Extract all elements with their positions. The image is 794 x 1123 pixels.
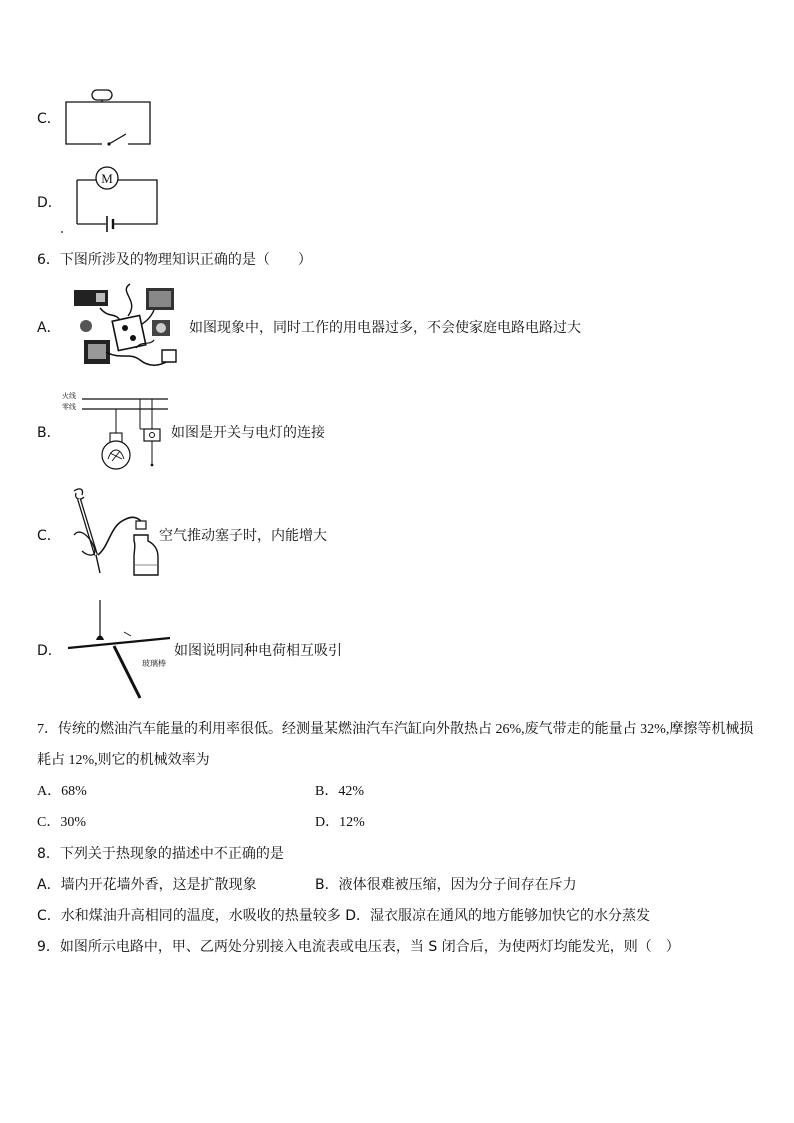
q5-option-c-circuit-diagram <box>60 86 156 150</box>
q7-option-b: B．42% <box>315 784 364 799</box>
q6-option-a-label: A． <box>37 320 61 336</box>
q7-option-a: A．68% <box>37 784 87 799</box>
q5-option-c-label: C． <box>37 111 61 127</box>
q6-option-c-label: C． <box>37 528 61 544</box>
q6-option-b-text: 如图是开关与电灯的连接 <box>171 425 325 441</box>
q6-option-b-label: B． <box>37 425 61 441</box>
q7-stem-line1: 7．传统的燃油汽车能量的利用率很低。经测量某燃油汽车汽缸向外散热占 26%,废气带走的能量占 32%,摩擦等机械损 <box>37 722 754 737</box>
fire-wire-label: 火线 <box>62 392 76 400</box>
glass-rod-label: 玻璃棒 <box>142 659 166 668</box>
q7-stem-line2: 耗占 12%,则它的机械效率为 <box>37 753 210 768</box>
switch-box <box>144 429 160 441</box>
q9-stem: 9．如图所示电路中，甲、乙两处分别接入电流表或电压表，当 S 闭合后，为使两灯均能发光，则（ ） <box>37 939 680 955</box>
q6-option-d-glass-rod-experiment <box>64 596 174 702</box>
q6-option-a-text: 如图现象中，同时工作的用电器过多，不会使家庭电路电路过大 <box>189 320 581 336</box>
q6-option-d-text: 如图说明同种电荷相互吸引 <box>174 643 342 659</box>
motor-symbol-letter: M <box>101 171 113 186</box>
q6-option-c-air-pump-bottle <box>70 485 160 581</box>
zero-wire-label: 零线 <box>62 403 76 411</box>
q6-option-b-switch-lamp-wiring <box>60 389 170 471</box>
q6-stem: 6．下图所涉及的物理知识正确的是（ ） <box>37 252 312 268</box>
q7-option-d: D．12% <box>315 815 365 830</box>
q8-option-b: B．液体很难被压缩，因为分子间存在斥力 <box>315 877 577 893</box>
q8-option-c-d: C．水和煤油升高相同的温度，水吸收的热量较多 D．湿衣服凉在通风的地方能够加快它的水分蒸发 <box>37 908 651 924</box>
q5-option-d-motor-circuit <box>60 164 160 236</box>
q8-stem: 8．下列关于热现象的描述中不正确的是 <box>37 846 284 862</box>
light-bulb <box>102 441 130 469</box>
q6-option-a-overloaded-socket-image <box>70 280 188 370</box>
q7-option-c: C．30% <box>37 815 86 830</box>
q6-option-c-text: 空气推动塞子时，内能增大 <box>159 528 327 544</box>
q6-option-d-label: D． <box>37 643 62 659</box>
q8-option-a: A．墙内开花墙外香，这是扩散现象 <box>37 877 257 893</box>
q5-option-d-label: D． <box>37 195 62 211</box>
